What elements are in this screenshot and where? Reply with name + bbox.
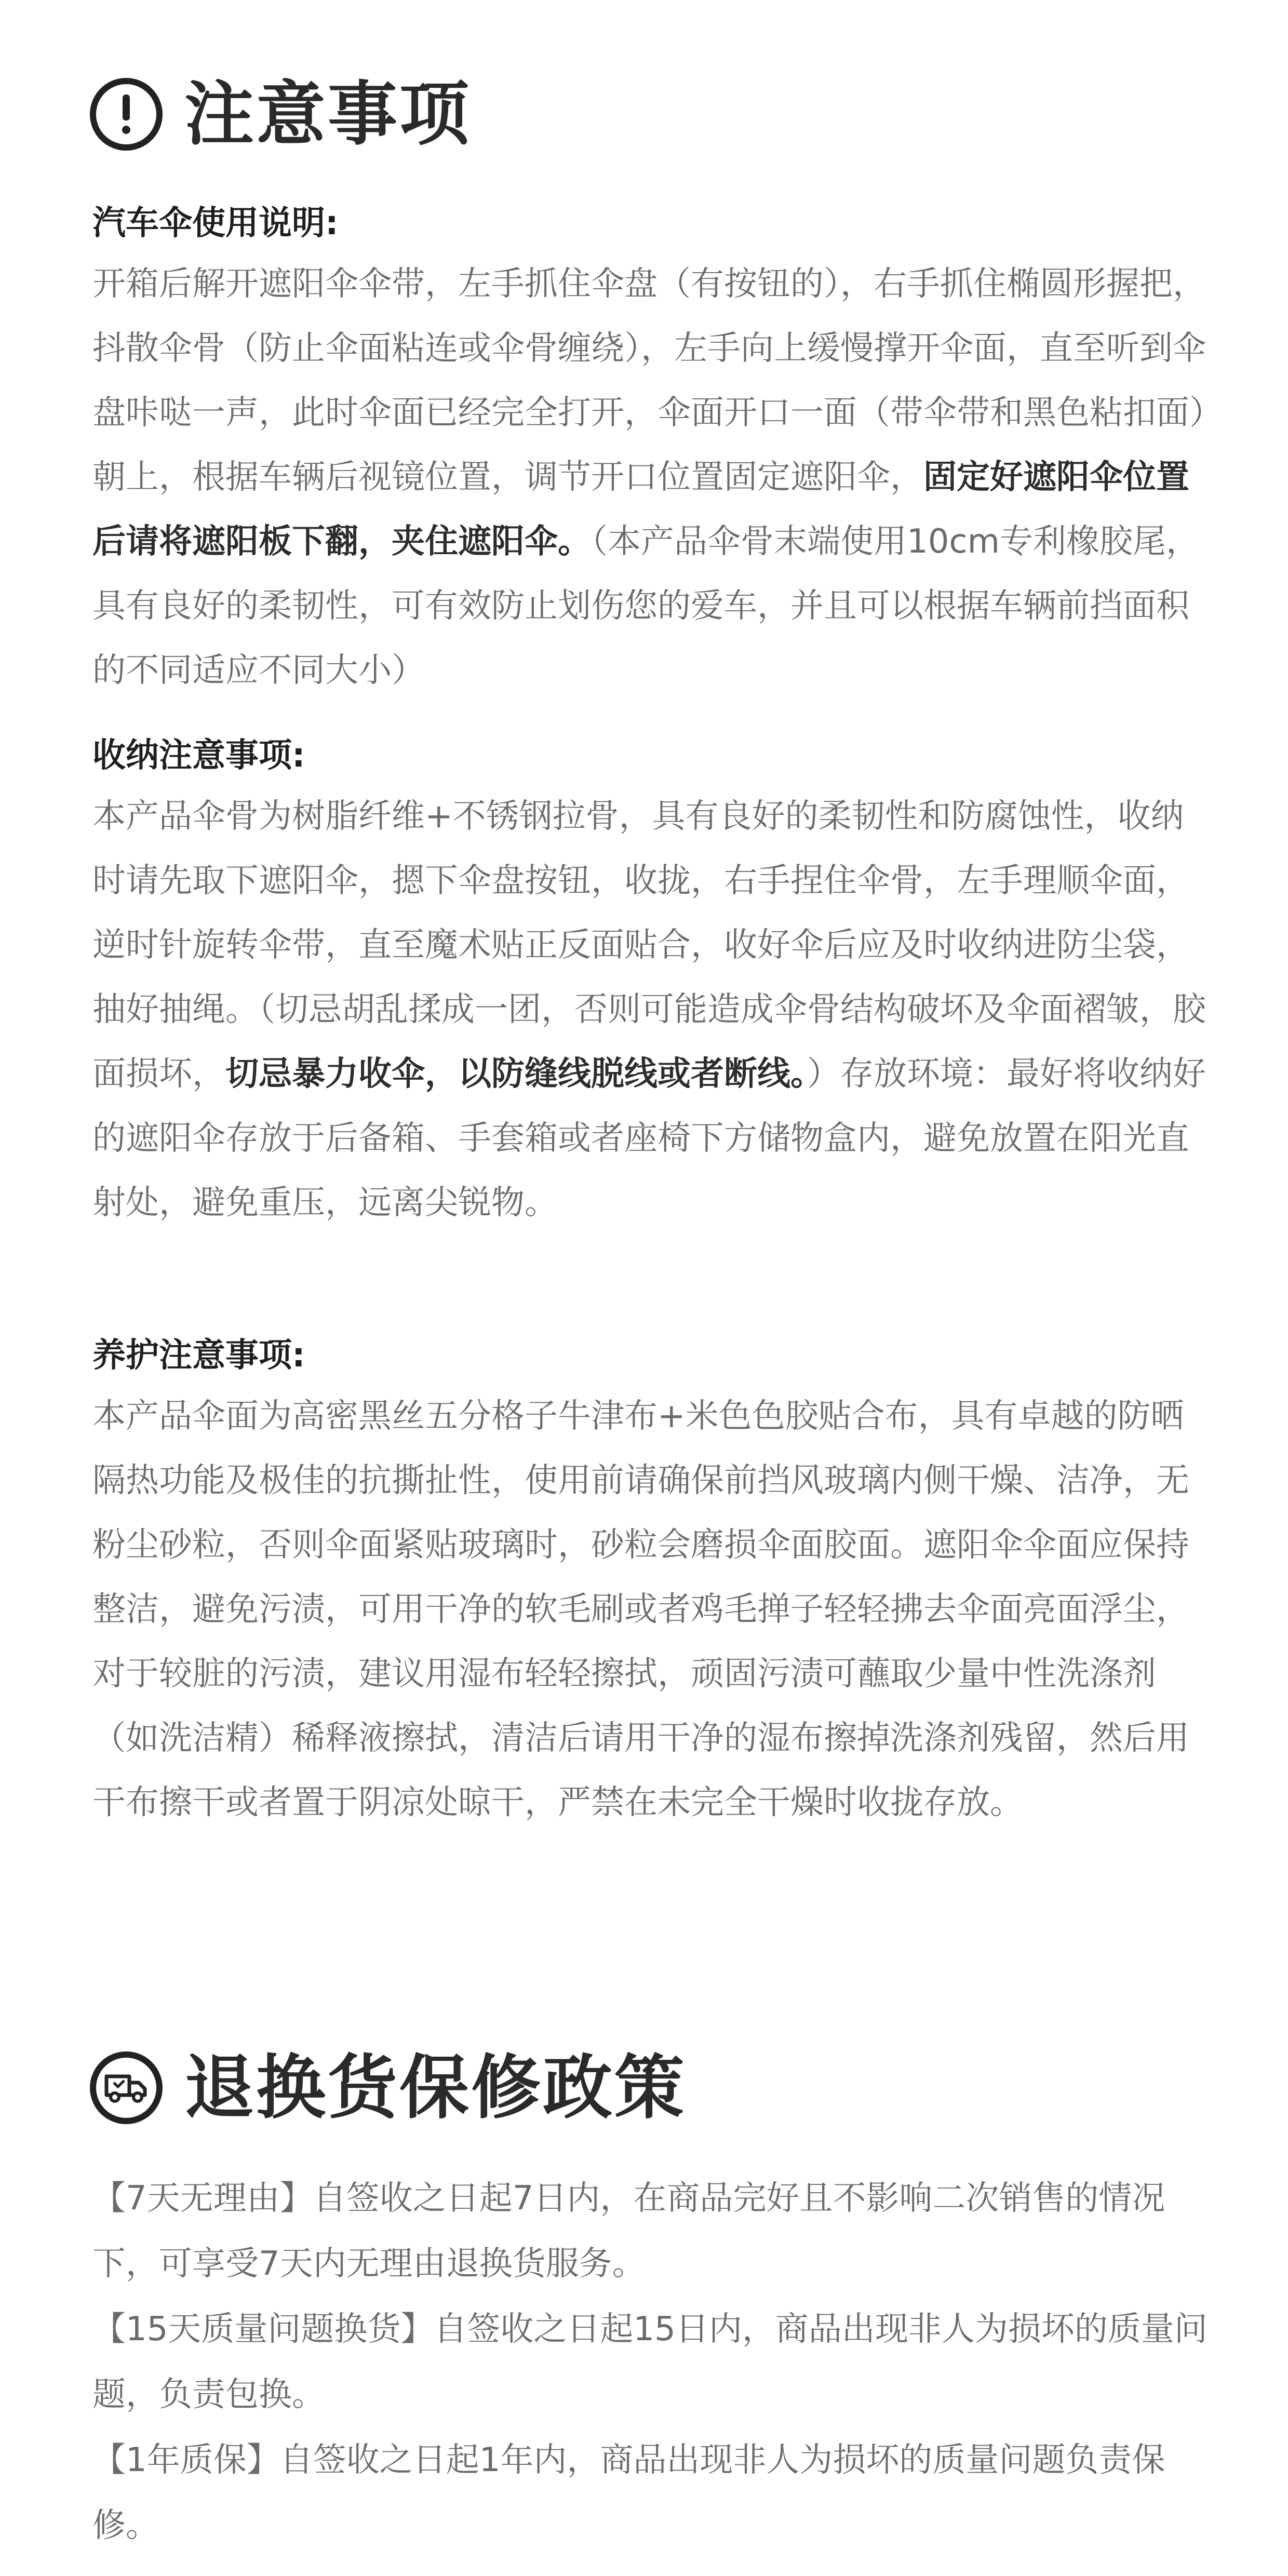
usage-heading: 汽车伞使用说明:: [92, 204, 339, 243]
notes-title: 注意事项: [184, 74, 472, 155]
policy-item-7-day: 【7天无理由】自签收之日起7日内，在商品完好且不影响二次销售的情况下，可享受7天内无理由退换货服务。: [92, 2179, 1165, 2283]
storage-section: [92, 727, 1209, 1235]
care-text: 本产品伞面为高密黑丝五分格子牛津布+米色色胶贴合布，具有卓越的防晒隔热功能及极佳的抗撕扯性，使用前请确保前挡风玻璃内侧干燥、洁净，无粉尘砂粒，否则伞面紧贴玻璃时，砂粒会磨损伞面胶面。遮阳伞伞面应保持整洁，避免污渍，可用干净的软毛刷或者鸡毛掸子轻轻拂去伞面亮面浮尘，对于较脏的污渍，建议用湿布轻轻擦拭，顽固污渍可蘸取少量中性洗涤剂（如洗洁精）稀释液擦拭，清洁后请用干净的湿布擦掉洗涤剂残留，然后用干布擦干或者置于阴凉处晾干，严禁在未完全干燥时收拢存放。: [92, 1397, 1189, 1822]
policy-header: [90, 2047, 687, 2128]
notes-header: [90, 74, 472, 155]
policy-item-15-day: 【15天质量问题换货】自签收之日起15日内，商品出现非人为损坏的质量问题，负责包换。: [92, 2310, 1208, 2414]
policy-item-1-year: 【1年质保】自签收之日起1年内，商品出现非人为损坏的质量问题负责保修。: [92, 2441, 1165, 2545]
care-heading: 养护注意事项:: [92, 1336, 305, 1375]
storage-text: 本产品伞骨为树脂纤维+不锈钢拉骨，具有良好的柔韧性和防腐蚀性，收纳时请先取下遮阳伞，摁下伞盘按钮，收拢，右手捏住伞骨，左手理顺伞面，逆时针旋转伞带，直至魔术贴正反面贴合，收好伞后应及时收纳进防尘袋，抽好抽绳。（切忌胡乱揉成一团，否则可能造成伞骨结构破坏及伞面褶皱，胶面损坏，切忌暴力收伞，以防缝线脱线或者断线。）存放环境：最好将收纳好的遮阳伞存放于后备箱、手套箱或者座椅下方储物盒内，避免放置在阳光直射处，避免重压，远离尖锐物。: [92, 797, 1206, 1222]
policy-title: 退换货保修政策: [184, 2047, 687, 2128]
care-section: [92, 1327, 1209, 1835]
usage-text: 开箱后解开遮阳伞伞带，左手抓住伞盘（有按钮的），右手抓住椭圆形握把，抖散伞骨（防止伞面粘连或伞骨缠绕），左手向上缓慢撑开伞面，直至听到伞盘咔哒一声，此时伞面已经完全打开，伞面开口一面（带伞带和黑色粘扣面）朝上，根据车辆后视镜位置，调节开口位置固定遮阳伞，固定好遮阳伞位置后请将遮阳板下翻，夹住遮阳伞。（本产品伞骨末端使用10cm专利橡胶尾，具有良好的柔韧性，可有效防止划伤您的爱车，并且可以根据车辆前挡面积的不同适应不同大小）: [92, 265, 1206, 690]
policy-list: [92, 2166, 1209, 2558]
exclamation-circle-icon: [90, 78, 163, 151]
delivery-truck-icon: [90, 2051, 163, 2124]
storage-heading: 收纳注意事项:: [92, 736, 305, 775]
usage-section: [92, 195, 1209, 703]
